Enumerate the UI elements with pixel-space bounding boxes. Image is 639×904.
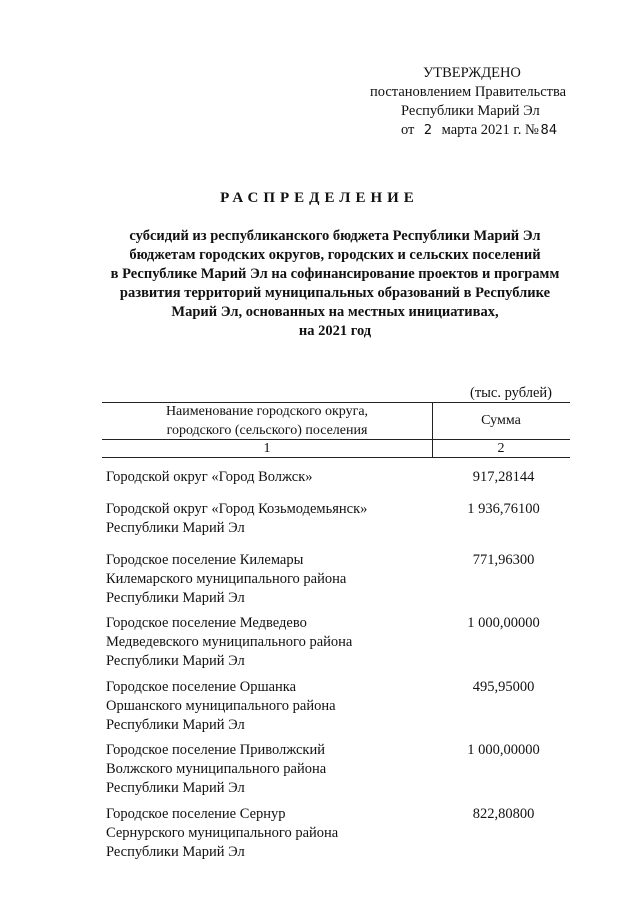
row-name: [106, 741, 436, 798]
row-name: [106, 805, 436, 862]
row-name: [106, 614, 436, 671]
row-name: [106, 500, 436, 538]
approval-heading: УТВЕРЖДЕНО: [423, 65, 521, 81]
subtitle-line: в Республике Марий Эл на софинансирование проектов и программ: [110, 266, 560, 282]
row-name-line: Оршанского муниципального района: [106, 698, 336, 714]
header-amount-cell: Сумма: [481, 413, 521, 428]
row-amount: 822,80800: [472, 806, 535, 822]
row-name-line: Волжского муниципального района: [106, 761, 327, 777]
row-name-line: Городское поселение Килемары: [106, 552, 304, 568]
approval-date-line: [370, 121, 590, 140]
header-name-cell: [102, 402, 432, 440]
subtitle-line: развития территорий муниципальных образований в Республике: [119, 285, 551, 301]
units-label: (тыс. рублей): [470, 385, 552, 401]
header-name-line2: городского (сельского) поселения: [166, 423, 368, 438]
row-amount: 1 000,00000: [467, 615, 540, 631]
row-name-line: Городское поселение Приволжский: [106, 742, 326, 758]
row-name-line: Городской округ «Город Волжск»: [106, 469, 313, 485]
row-name-line: Республики Марий Эл: [106, 590, 245, 606]
row-name: [106, 468, 436, 487]
approval-republic: Республики Марий Эл: [401, 103, 540, 119]
approval-date-day: 2: [423, 123, 433, 138]
row-name-line: Килемарского муниципального района: [106, 571, 347, 587]
approval-date-suffix: марта 2021 г. №: [441, 122, 539, 138]
row-name-line: Городское поселение Медведево: [106, 615, 307, 631]
row-amount: 1 000,00000: [467, 742, 540, 758]
approval-resolution: постановлением Правительства: [370, 84, 567, 100]
approval-stamp: [370, 64, 590, 140]
subtitle-line: бюджетам городских округов, городских и сельских поселений: [129, 247, 541, 263]
row-amount: 771,96300: [472, 552, 535, 568]
document-title: РАСПРЕДЕЛЕНИЕ: [220, 190, 419, 206]
row-name-line: Республики Марий Эл: [106, 780, 245, 796]
row-name-line: Республики Марий Эл: [106, 717, 245, 733]
row-amount: 1 936,76100: [467, 501, 540, 517]
row-amount: 917,28144: [472, 469, 535, 485]
row-name: [106, 551, 436, 608]
row-name-line: Республики Марий Эл: [106, 653, 245, 669]
row-name-line: Городское поселение Оршанка: [106, 679, 297, 695]
row-name-line: Медведевского муниципального района: [106, 634, 353, 650]
row-name-line: Городской округ «Город Козьмодемьянск»: [106, 501, 368, 517]
approval-number: 84: [540, 123, 558, 138]
header-name-line1: Наименование городского округа,: [165, 404, 369, 419]
approval-date-prefix: от: [401, 122, 415, 138]
row-name-line: Республики Марий Эл: [106, 844, 245, 860]
row-name-line: Сернурского муниципального района: [106, 825, 339, 841]
subtitle-line: субсидий из республиканского бюджета Республики Марий Эл: [129, 228, 541, 244]
row-name-line: Городское поселение Сернур: [106, 806, 286, 822]
row-name: [106, 678, 436, 735]
row-name-line: Республики Марий Эл: [106, 520, 245, 536]
subtitle-line: на 2021 год: [298, 323, 372, 339]
subtitle-line: Марий Эл, основанных на местных инициативах,: [171, 304, 499, 320]
column-number-2: 2: [497, 441, 505, 456]
document-subtitle: [80, 227, 590, 341]
column-number-1: 1: [263, 441, 271, 456]
row-amount: 495,95000: [472, 679, 535, 695]
